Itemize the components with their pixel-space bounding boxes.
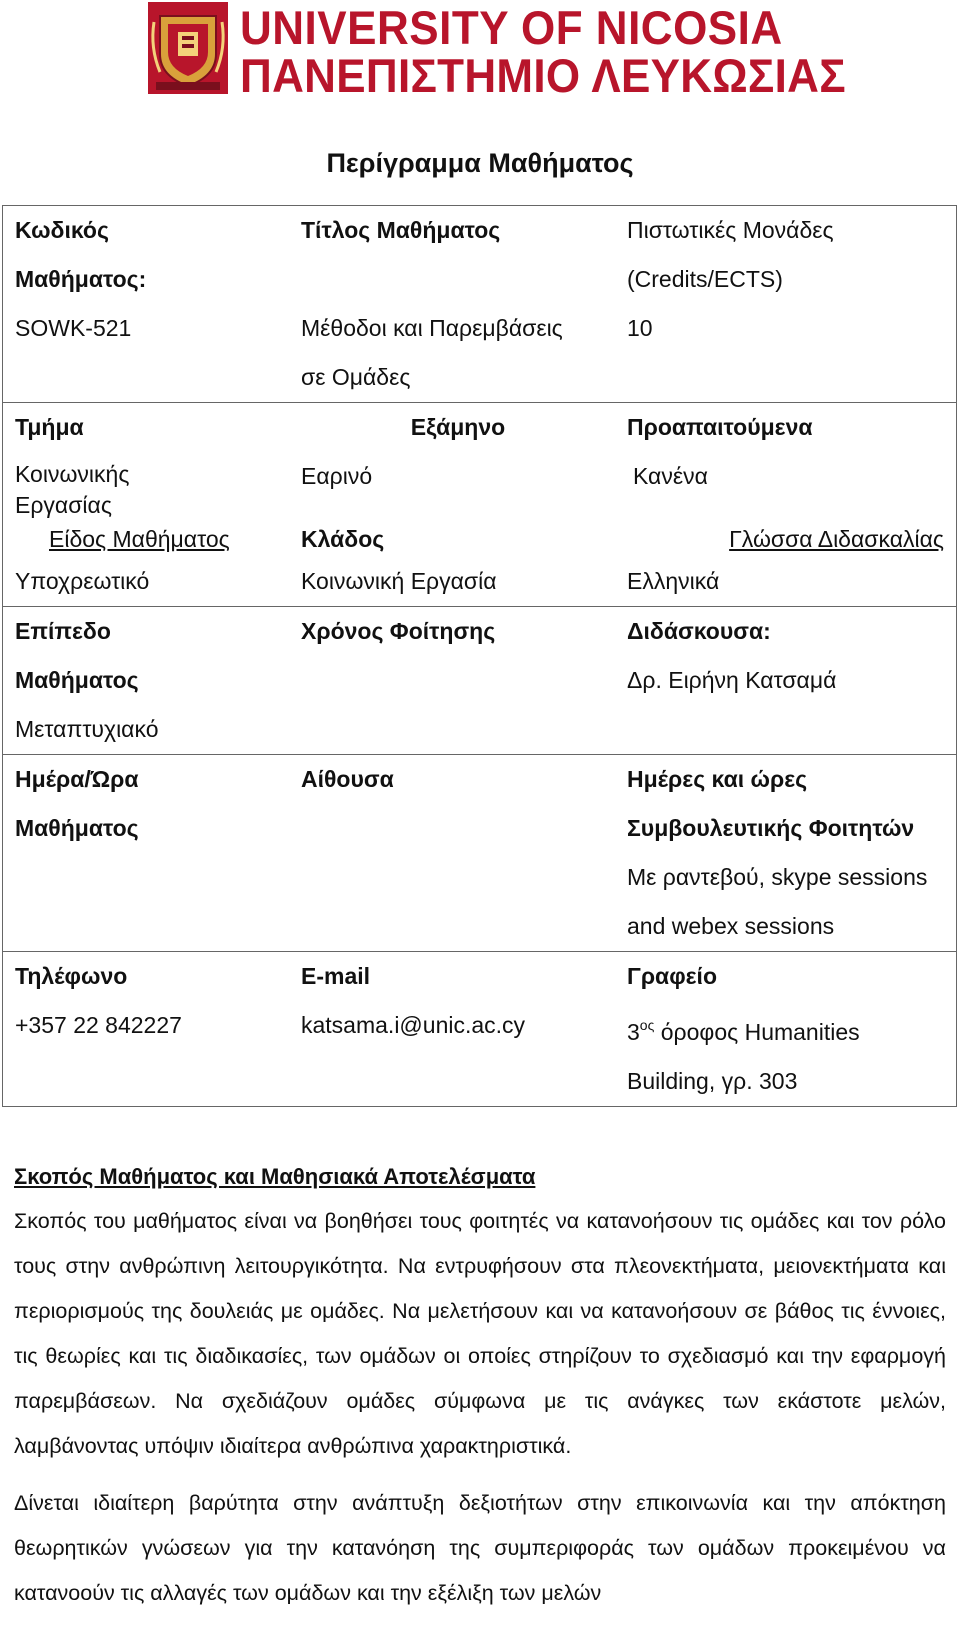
university-logo — [148, 0, 846, 103]
credits-label — [615, 206, 957, 305]
credits-label-line2: (Credits/ECTS) — [627, 266, 783, 292]
department-value-line2: Εργασίας — [15, 492, 112, 518]
phone-cell — [3, 952, 290, 1107]
language-value: Ελληνικά — [615, 557, 957, 607]
instructor-label: Διδάσκουσα: — [627, 618, 771, 644]
department-value — [3, 452, 290, 521]
instructor-value: Δρ. Ειρήνη Κατσαμά — [627, 667, 837, 693]
logo-text-english: UNIVERSITY OF NICOSIA — [240, 2, 783, 55]
credits-value: 10 — [615, 304, 957, 403]
logo-text-greek: ΠΑΝΕΠΙΣΤΗΜΙΟ ΛΕΥΚΩΣΙΑΣ — [240, 50, 846, 103]
level-cell — [3, 607, 290, 755]
class-daytime-label — [3, 755, 290, 952]
language-label: Γλώσσα Διδασκαλίας — [615, 521, 957, 557]
credits-label-line1: Πιστωτικές Μονάδες — [627, 217, 834, 243]
prerequisites-value: Κανένα — [615, 452, 957, 521]
department-label: Τμήμα — [3, 403, 290, 453]
course-purpose-section — [14, 1155, 946, 1628]
prerequisites-label: Προαπαιτούμενα — [615, 403, 957, 453]
course-code-value: SOWK-521 — [3, 304, 290, 403]
instructor-cell — [615, 607, 957, 755]
office-hours-label-line2: Συμβουλευτικής Φοιτητών — [627, 815, 915, 841]
level-label-line1: Επίπεδο — [15, 618, 111, 644]
office-floor-text: όροφος Humanities — [654, 1019, 860, 1045]
course-code-label-line1: Κωδικός — [15, 217, 109, 243]
course-type-value: Υποχρεωτικό — [3, 557, 290, 607]
office-cell — [615, 952, 957, 1107]
office-hours-value-line1: Με ραντεβού, skype sessions — [627, 864, 928, 890]
phone-label: Τηλέφωνο — [15, 963, 128, 989]
course-title-value-line2: σε Ομάδες — [301, 364, 411, 390]
office-value-line2: Building, γρ. 303 — [627, 1068, 798, 1094]
class-daytime-label-line1: Ημέρα/Ώρα — [15, 766, 139, 792]
office-floor-number: 3 — [627, 1019, 640, 1045]
purpose-paragraph-2: Δίνεται ιδιαίτερη βαρύτητα στην ανάπτυξη δεξιοτήτων στην επικοινωνία και την απόκτηση θεωρητικών γνώσεων για την κατανόηση της συμπεριφοράς των ομάδων προκειμένου να κατανοούν τις αλλαγές των ομάδων και την εξέλιξη των μελών — [14, 1491, 946, 1605]
course-title-label: Τίτλος Μαθήματος — [289, 206, 615, 305]
room-label: Αίθουσα — [289, 755, 615, 952]
semester-label: Εξάμηνο — [289, 403, 615, 453]
office-hours-value-line2: and webex sessions — [627, 913, 835, 939]
field-label: Κλάδος — [301, 526, 385, 552]
course-title-value-line1: Μέθοδοι και Παρεμβάσεις — [301, 315, 563, 341]
course-type-label: Είδος Μαθήματος — [3, 521, 290, 557]
office-hours-label-line1: Ημέρες και ώρες — [627, 766, 808, 792]
purpose-paragraph-1: Σκοπός του μαθήματος είναι να βοηθήσει τους φοιτητές να κατανοήσουν τις ομάδες και τον ρόλο τους στην ανθρώπινη λειτουργικότητα. Να εντρυφήσουν στα πλεονεκτήματα, μειονεκτήματα και περιορισμούς της δουλειάς με ομάδες. Να μελετήσουν και να κατανοήσουν σε βάθος τις έννοιες, τις θεωρίες και τις διαδικασίες, των ομάδων οι οποίες στηρίζουν το σχεδιασμό και την εφαρμογή παρεμβάσεων. Να σχεδιάζουν ομάδες σύμφωνα με τις ανάγκες των εκάστοτε μελών, λαμβάνοντας υπόψιν ιδιαίτερα ανθρώπινα χαρακτηριστικά. — [14, 1209, 946, 1458]
field-value: Κοινωνική Εργασία — [301, 568, 497, 594]
level-label-line2: Μαθήματος — [15, 667, 139, 693]
email-label: E-mail — [301, 963, 371, 989]
semester-value: Εαρινό — [301, 463, 373, 489]
email-cell — [289, 952, 615, 1107]
study-year-label: Χρόνος Φοίτησης — [289, 607, 615, 755]
university-crest-icon — [148, 2, 228, 94]
course-title-value — [289, 304, 615, 403]
office-hours-cell — [615, 755, 957, 952]
level-value: Μεταπτυχιακό — [15, 716, 159, 742]
section-heading: Σκοπός Μαθήματος και Μαθησιακά Αποτελέσματα — [14, 1164, 536, 1189]
course-code-label — [3, 206, 290, 305]
course-code-label-line2: Μαθήματος: — [15, 266, 147, 292]
document-title: Περίγραμμα Μαθήματος — [326, 148, 634, 178]
phone-value: +357 22 842227 — [15, 1012, 182, 1038]
email-value: katsama.i@unic.ac.cy — [301, 1012, 526, 1038]
office-floor-ordinal: ος — [639, 1017, 655, 1033]
department-value-line1: Κοινωνικής — [15, 461, 130, 487]
class-daytime-label-line2: Μαθήματος — [15, 815, 139, 841]
office-label: Γραφείο — [627, 963, 718, 989]
office-value-line1 — [627, 1019, 860, 1045]
course-info-table — [2, 205, 957, 1107]
